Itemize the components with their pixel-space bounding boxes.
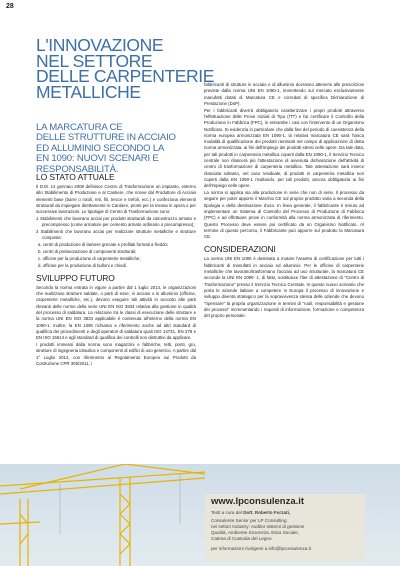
- author-bio-line: nei settori Industry: Auditor sistemi di gestione: [211, 524, 305, 529]
- website-link[interactable]: www.lpconsulenza.it: [211, 496, 305, 507]
- list-item: 1 Stabilimenti che lavorano acciai per prodotti strutturali da calcestruzzo armato e precompresso (come armature per cemento armato ordinario o precompresso);: [36, 215, 196, 228]
- page-number: 28: [6, 3, 14, 10]
- contact-email[interactable]: per informazioni rivolgersi a info@lpconsulenza.it: [211, 546, 311, 551]
- paragraph: fabbricanti di strutture in acciaio e di alluminio dovranno attenersi alle prescrizioni previste dalla norma UNI EN 1090-1, immettendo sul mercato esclusivamente manufatti dotati di Marcatura CE e corredati di specifica Dichiarazione di Prestazione (DoP).: [204, 82, 364, 106]
- author-credit: Testi a cura del Dott. Roberto Forzati,: [211, 510, 291, 515]
- sub-list-item: a. centri di produzione di lamiere grecate e profilati formati a freddo;: [38, 242, 169, 248]
- section-heading-considerazioni: CONSIDERAZIONI: [204, 244, 276, 255]
- paragraph: La norma si applica sia alla produzione in serie che non di serie. Il processo da seguire per poter apporre il Marchio CE sul proprio prodotto varia a seconda della tipologia e della destinazione d'uso. In linea generale, il fabbricante è tenuto ad implementare un Sistema di Controllo del Processo di Produzione di Fabbrica (FPC) e ad effettuare prove in conformità alla norma armonizzata di riferimento. Questo Processo deve essere poi certificato da un Organismo Notificato. Al termine di questo percorso, il Fabbricante può apporre sul prodotto la Marcatura CE.: [204, 190, 364, 240]
- author-bio-line: Qualità, Ambiente Sicurezza, Etica Sociale,: [211, 530, 300, 535]
- author-bio-line: Catena di Custodia del Legno: [211, 536, 272, 541]
- section-heading-sviluppo-futuro: SVILUPPO FUTURO: [36, 272, 115, 283]
- paragraph: Il D.M. 14 gennaio 2008 definisce Centro di Trasformazione un impianto, esterno allo Stabilimento di Produzione e al Cantiere, che riceve dal Produttore di Acciaio elementi base (barre o rotoli, reti, fili, trecce e trefoli, ecc.) e confeziona elementi strutturali da impiegare direttamente in Cantiere, pronti per la messa in opera o per successive lavorazioni. Le tipologie di Centro di Trasformazione sono:: [36, 184, 196, 215]
- author-bio-line: Consulente Senior per LP Consulting: [211, 518, 287, 523]
- article-title: L'INNOVAZIONE NEL SETTORE DELLE CARPENTERIE METALLICHE: [36, 35, 214, 102]
- sub-list-item: b. centri di prelavorazione di componenti strutturali;: [38, 248, 137, 254]
- sub-list-item: d. officine per la produzione di bulloni e chiodi.: [38, 262, 128, 268]
- right-column: [204, 82, 364, 320]
- section-heading-stato-attuale: LO STATO ATTUALE: [36, 172, 115, 182]
- article-subtitle: LA MARCATURA CE DELLE STRUTTURE IN ACCIAIO ED ALLUMINIO SECONDO LA EN 1090: NUOVI SCENARI E RESPONSABILITÀ.: [36, 122, 176, 175]
- list-item: 2 Stabilimenti che lavorano acciai per realizzare strutture metalliche e strutture composte:: [36, 229, 196, 241]
- paragraph: Per i fabbricanti diverrà obbligatorio caratterizzare i propri prodotti attraverso l'effettuazione delle Prove Iniziali di Tipo (ITT) e far certificare il Controllo della Produzione in Fabbrica (FPC), in entrambe i casi con l'intervento di un Organismo Notificato. Si evidenzia in particolare che dalla fine del periodo di coesistenza della norma europea armonizzata EN 1090-1, la relativa marcatura CE sarà l'unica modalità di qualificazione dei prodotti rientranti nel campo di applicazione di detta norma armonizzata, ai fini dell'impiego dei prodotti stessi nelle opere. Da tale data, per tali prodotti in carpenteria metallica coperti dalla EN 1090-1, il Servizio Tecnico centrale non rilascerà più l'attestazione di avvenuta dichiarazione dell'attività di centro di trasformazione di carpenteria metallica. Tale attestazione sarà invece rilasciata soltanto, nel caso residuale, di prodotti in carpenteria metallica non coperti dalla EN 1090-1 risultando, per tali prodotti, ancora obbligatoria ai fini dell'impiego nelle opere.: [204, 107, 364, 189]
- sub-list-item: c. officine per la produzione di carpenterie metalliche;: [38, 255, 141, 261]
- paragraph: Secondo la norma entrata in vigore a partire dal 1 luglio 2014, le organizzazioni che realizzano strutture saldate, o parti di esse, in acciaio o in alluminio (officine, carpenterie metalliche, etc.), devono eseguire tali attività in accordo alle parti rilevanti delle norme della serie UNI EN ISO 3834 relativa alla gestione in qualità del processo di saldatura. La relazione tra le classi di esecuzione delle strutture e la norma UNI EN ISO 3834 applicabile è contenuta all'interno della norma EN 1090-1. Inoltre, la EN 1090 richiama a riferimento anche ad altri standard di qualifica dei procedimenti e degli operatori di saldatura quali ISO 14731, EN 278 e EN ISO 15614 e agli standard di qualifica dei controlli non distruttivi da applicare.: [36, 284, 196, 341]
- paragraph: La norma UNI EN 1090 è destinata a mutare l'assetto di certificazione per tutti i fabbricanti di manufatti in acciaio ed alluminio. Per le officine di carpenterie metalliche che lavorano/trasformano l'acciaio ad uso strutturale, la marcatura CE secondo la UNI EN 1090- 1, di fatto, sostituisce l'iter di attestazione di "Centro di Trasformazione" presso il Servizio Tecnico Centrale. In questo nuovo scenario che porta le aziende italiane a competere in Europa il processo di innovazione e sviluppo diventa strategico per la sopravvivenza stessa delle aziende che devono "ripensare" la propria organizzazione in termini di "ruoli, responsabilità e gestione dei processi" incrementando i requisiti di informazione, formazione e competenza del proprio personale.: [204, 256, 364, 319]
- paragraph: I prodotti immessi dalla norma sono magazzini e fabbriche, tetti, ponti, gru, strutture di ingegneria idraulica e componenti di edifici di uso generico. A partire dal 1° Luglio 2014, con riferimento al Regolamento Europeo sui Prodotti da Costruzione CPR 305/2011, i: [36, 342, 196, 366]
- left-column: [36, 172, 196, 368]
